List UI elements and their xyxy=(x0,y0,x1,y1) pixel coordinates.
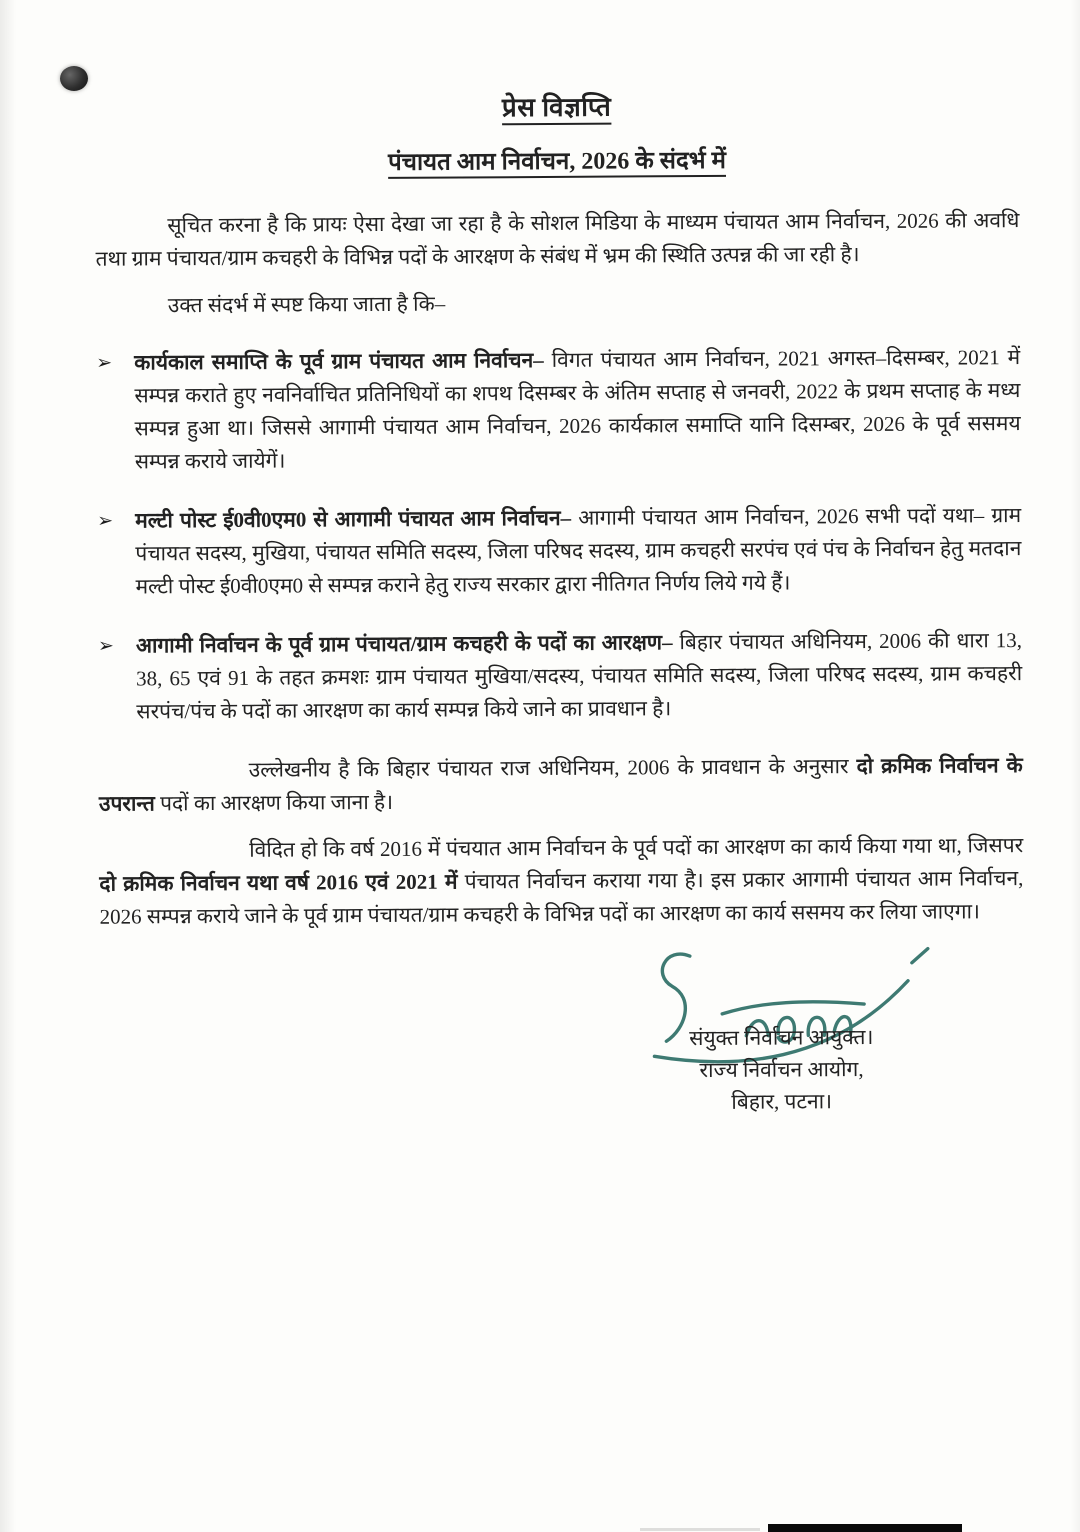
bullet-heading: आगामी निर्वाचन के पूर्व ग्राम पंचायत/ग्राम कचहरी के पदों का आरक्षण– xyxy=(135,630,673,658)
history-paragraph xyxy=(99,829,1024,934)
arrow-bullet-icon: ➢ xyxy=(96,351,113,374)
signatory-organisation: राज्य निर्वाचन आयोग, xyxy=(699,1057,864,1083)
arrow-bullet-icon: ➢ xyxy=(97,509,114,532)
note-paragraph xyxy=(99,749,1023,821)
clarification-text: उक्त संदर्भ में स्पष्ट किया जाता है कि– xyxy=(167,291,446,318)
page-title-text: प्रेस विज्ञप्ति xyxy=(501,92,612,123)
scan-artifact-smudge xyxy=(640,1528,760,1531)
bullet-body: विगत पंचायत आम निर्वाचन, 2021 अगस्त–दिसम्बर, 2021 में सम्पन्न कराते हुए नवनिर्वाचित प्रतिनिधियों का शपथ दिसम्बर के अंतिम सप्ताह से जनवरी, 2022 के प्रथम सप्ताह के मध्य सम्पन्न हुआ था। जिससे आगामी पंचायत आम निर्वाचन, 2026 कार्यकाल समाप्ति यानि दिसम्बर, 2026 के पूर्व ससमय सम्पन्न कराये जायेगें। xyxy=(134,345,1021,474)
bullet-heading: कार्यकाल समाप्ति के पूर्व ग्राम पंचायत आम निर्वाचन– xyxy=(134,347,544,375)
history-bold: दो क्रमिक निर्वाचन यथा वर्ष 2016 एवं 2021 में xyxy=(99,869,458,896)
history-tail: पंचायत निर्वाचन कराया गया है। इस प्रकार आगामी पंचायत आम निर्वाचन, 2026 सम्पन्न कराये जाने के पूर्व ग्राम पंचायत/ग्राम कचहरी के विभिन्न पदों का आरक्षण का कार्य ससमय कर लिया जाएगा। xyxy=(99,866,1024,929)
history-lead: विदित हो कि वर्ष 2016 में पंचयात आम निर्वाचन के पूर्व पदों का आरक्षण का कार्य किया गया था, जिसपर xyxy=(249,833,1024,862)
bullet-heading: मल्टी पोस्ट ई0वी0एम0 से आगामी पंचायत आम निर्वाचन– xyxy=(135,505,572,533)
note-bold: दो क्रमिक निर्वाचन के उपरान्त xyxy=(98,753,1023,816)
bullet-body: बिहार पंचायत अधिनियम, 2006 की धारा 13, 38, 65 एवं 91 के तहत क्रमशः ग्राम पंचायत मुखिया/सदस्य, पंचायत समिति सदस्य, जिला परिषद सदस्य, ग्राम कचहरी सरपंच/पंच के पदों का आरक्षण का कार्य सम्पन्न किये जाने का प्रावधान है। xyxy=(136,628,1023,724)
bullet-item-multi-post-evm xyxy=(97,499,1022,604)
signature-block xyxy=(616,943,947,1119)
note-lead: उल्लेखनीय है कि बिहार पंचायत राज अधिनियम, 2006 के प्रावधान के अनुसार xyxy=(248,754,857,782)
page-title xyxy=(95,85,1019,127)
page-subtitle-text: पंचायत आम निर्वाचन, 2026 के संदर्भ में xyxy=(387,147,726,176)
intro-text: सूचित करना है कि प्रायः ऐसा देखा जा रहा है के सोशल मिडिया के माध्यम पंचायत आम निर्वाचन, 2026 की अवधि तथा ग्राम पंचायत/ग्राम कचहरी के विभिन्न पदों के आरक्षण के संबंध में भ्रम की स्थिति उत्पन्न की जा रही है। xyxy=(95,208,1020,271)
signatory-designation: संयुक्त निर्वाचन आयुक्त। xyxy=(689,1024,874,1051)
bullet-item-term-end-election xyxy=(96,341,1021,479)
scan-artifact-black-bar xyxy=(768,1524,962,1532)
intro-paragraph xyxy=(95,204,1019,276)
signatory-place: बिहार, पटना। xyxy=(731,1089,833,1114)
bullet-item-reservation-of-posts xyxy=(98,624,1023,729)
hole-punch-mark xyxy=(60,66,88,91)
page-subtitle xyxy=(95,141,1019,180)
arrow-bullet-icon: ➢ xyxy=(97,634,114,657)
bullet-body: आगामी पंचायत आम निर्वाचन, 2026 सभी पदों यथा– ग्राम पंचायत सदस्य, मुखिया, पंचायत समिति सदस्य, जिला परिषद सदस्य, ग्राम कचहरी सरपंच एवं पंच के निर्वाचन हेतु मतदान मल्टी पोस्ट ई0वी0एम0 से सम्पन्न कराने हेतु राज्य सरकार द्वारा नीतिगत निर्णय लिये गये हैं। xyxy=(135,503,1022,599)
clarification-bullet-list xyxy=(96,341,1022,729)
clarification-lead-line xyxy=(96,284,1020,323)
note-tail: पदों का आरक्षण किया जाना है। xyxy=(154,789,394,816)
